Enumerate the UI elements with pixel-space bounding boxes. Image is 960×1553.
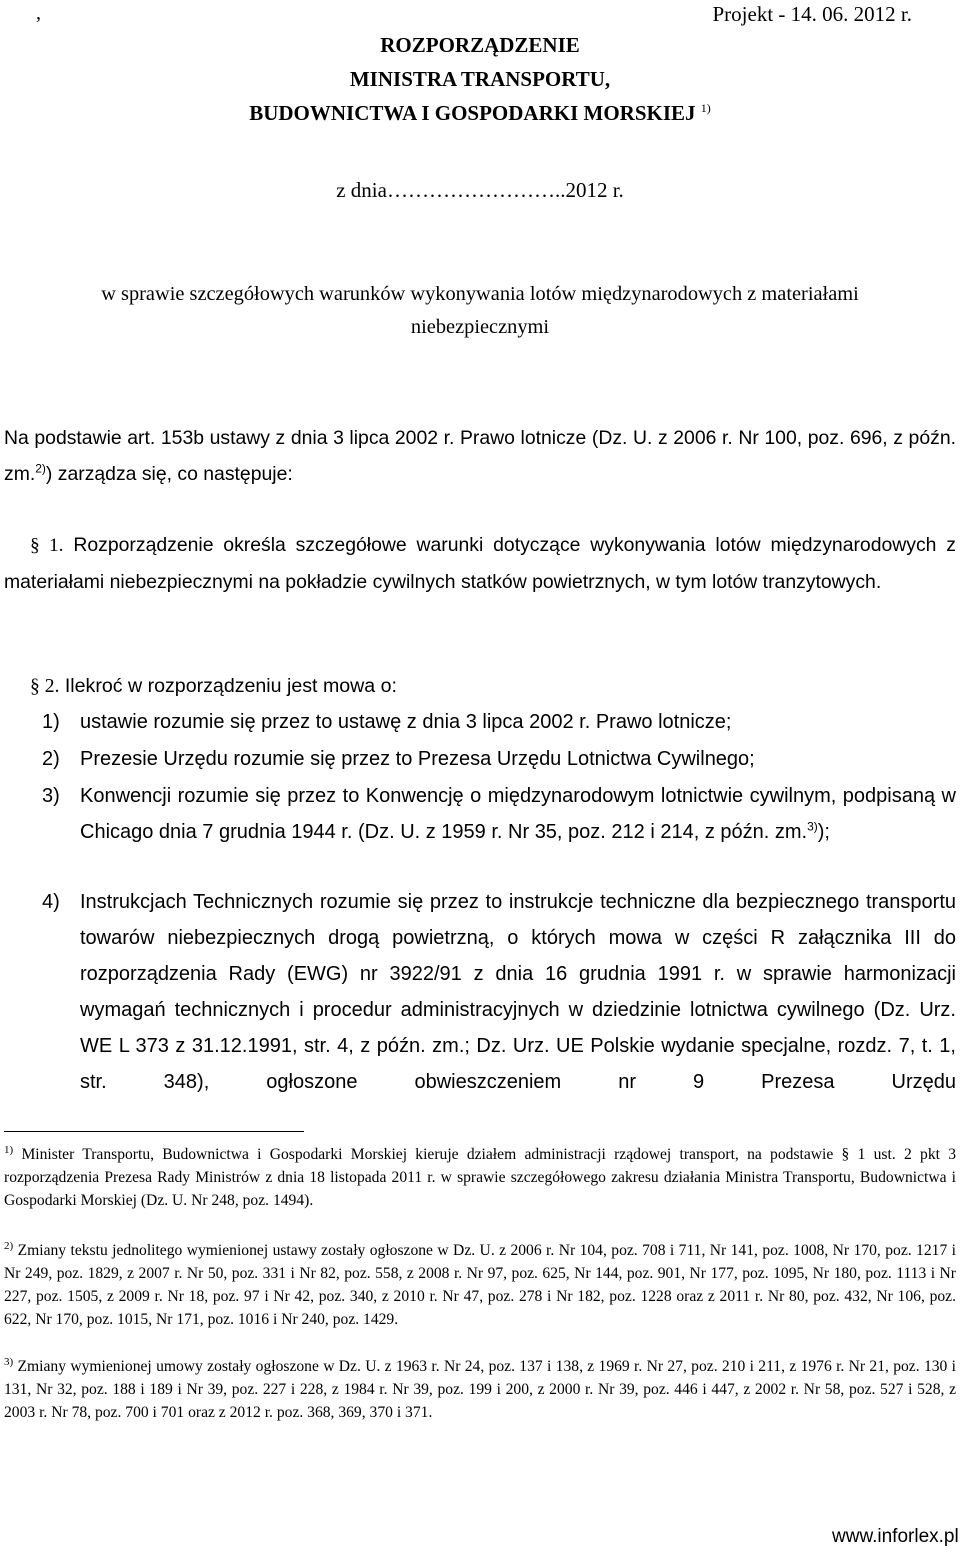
issuer-line-2: BUDOWNICTWA I GOSPODARKI MORSKIEJ $^{1)}$ — [249, 101, 711, 125]
footnote-ref-1: 1) — [700, 101, 711, 115]
footer-website: www.inforlex.pl — [832, 1526, 959, 1547]
footnote-1: $^{1)}$ Minister Transportu, Budownictwa i Gospodarki Morskiej kieruje działem administracji rządowej transport, na podstawie § 1 ust. 2 pkt 3 rozporządzenia Prezesa Rady Ministrów z dnia 18 listopada 2011 r. w sprawie szczegółowego zakresu działania Ministra Transportu, Budownictwa i Gospodarki Morskiej (Dz. U. Nr 248, poz. 1494). — [4, 1143, 956, 1209]
footnote-ref-3: 3) — [807, 819, 818, 834]
paragraph-2: § 2. Ilekroć w rozporządzeniu jest mowa o: — [30, 675, 397, 697]
header-comma: , — [36, 2, 41, 24]
definition-number: 3) — [42, 785, 60, 807]
subject-line-2: niebezpiecznymi — [410, 316, 550, 338]
document-type-title: ROZPORZĄDZENIE — [380, 33, 580, 57]
definition-ustawa: ustawie rozumie się przez to ustawę z dnia 3 lipca 2002 r. Prawo lotnicze; — [80, 711, 732, 733]
definition-number: 1) — [42, 711, 60, 733]
footnote-3: $^{3)}$ Zmiany wymienionej umowy zostały ogłoszone w Dz. U. z 1963 r. Nr 24, poz. 137 i 138, z 1969 r. Nr 27, poz. 210 i 211, z 1976 r. Nr 21, poz. 130 i 131, Nr 32, poz. 188 i 189 i Nr 39, poz. 227 i 228, z 1984 r. Nr 39, poz. 199 i 200, z 2000 r. Nr 39, poz. 446 i 447, z 2002 r. Nr 58, poz. 527 i 528, z 2003 r. Nr 78, poz. 700 i 701 oraz z 2012 r. poz. 368, 369, 370 i 371. — [4, 1355, 956, 1421]
definition-number: 4) — [42, 891, 60, 913]
definition-instrukcje-techniczne: Instrukcjach Technicznych rozumie się przez to instrukcje techniczne dla bezpiecznego transportu towarów niebezpiecznych drogą powietrzną, o których mowa w części R załącznika III do rozporządzenia Rady (EWG) nr 3922/91 z dnia 16 grudnia 1991 r. w sprawie harmonizacji wymagań technicznych i procedur administracyjnych w dziedzinie lotnictwa cywilnego (Dz. Urz. WE L 373 z 31.12.1991, str. 4, z późn. zm.; Dz. Urz. UE Polskie wydanie specjalne, rozdz. 7, t. 1, str. 348), ogłoszone obwieszczeniem nr 9 Prezesa Urzędu — [80, 891, 956, 1093]
draft-date: Projekt - 14. 06. 2012 r. — [712, 2, 912, 26]
definition-number: 2) — [42, 748, 60, 770]
footnote-2: $^{2)}$ Zmiany tekstu jednolitego wymienionej ustawy zostały ogłoszone w Dz. U. z 2006 r. Nr 104, poz. 708 i 711, Nr 141, poz. 1008, Nr 170, poz. 1217 i Nr 249, poz. 1829, z 2007 r. Nr 50, poz. 331 i Nr 82, poz. 558, z 2008 r. Nr 97, poz. 625, Nr 144, poz. 901, Nr 177, poz. 1095, Nr 180, poz. 1113 i Nr 227, poz. 1505, z 2009 r. Nr 18, poz. 97 i Nr 42, poz. 340, z 2010 r. Nr 47, poz. 278 i Nr 182, poz. 1228 oraz z 2011 r. Nr 80, poz. 432, Nr 106, poz. 622, Nr 170, poz. 1015, Nr 171, poz. 1016 i Nr 240, poz. 1429. — [4, 1239, 956, 1328]
footnote-ref-2: 2) — [35, 461, 46, 476]
issuer-line-1: MINISTRA TRANSPORTU, — [349, 67, 611, 91]
definition-prezes-urzedu: Prezesie Urzędu rozumie się przez to Prezesa Urzędu Lotnictwa Cywilnego; — [80, 748, 755, 770]
footnote-separator — [4, 1131, 304, 1132]
subject-line-1: w sprawie szczegółowych warunków wykonywania lotów międzynarodowych z materiałami — [101, 283, 859, 305]
paragraph-1-label: § 1. — [30, 535, 64, 556]
document-date: z dnia……………………..2012 r. — [336, 178, 624, 202]
definition-konwencja: Konwencji rozumie się przez to Konwencję o międzynarodowym lotnictwie cywilnym, podpisaną w Chicago dnia 7 grudnia 1944 r. (Dz. U. z 1959 r. Nr 35, poz. 212 i 214, z późn. zm.$^{3)}$); — [80, 785, 956, 843]
intro-paragraph: Na podstawie art. 153b ustawy z dnia 3 lipca 2002 r. Prawo lotnicze (Dz. U. z 2006 r. Nr 100, poz. 696, z późn. zm.$^{2)}$) zarządza się, co następuje: — [4, 427, 956, 485]
paragraph-1: § 1. Rozporządzenie określa szczegółowe warunki dotyczące wykonywania lotów międzynarodowych z materiałami niebezpiecznymi na pokładzie cywilnych statków powietrznych, w tym lotów tranzytowych. — [4, 534, 956, 593]
paragraph-2-label: § 2. — [30, 676, 60, 697]
